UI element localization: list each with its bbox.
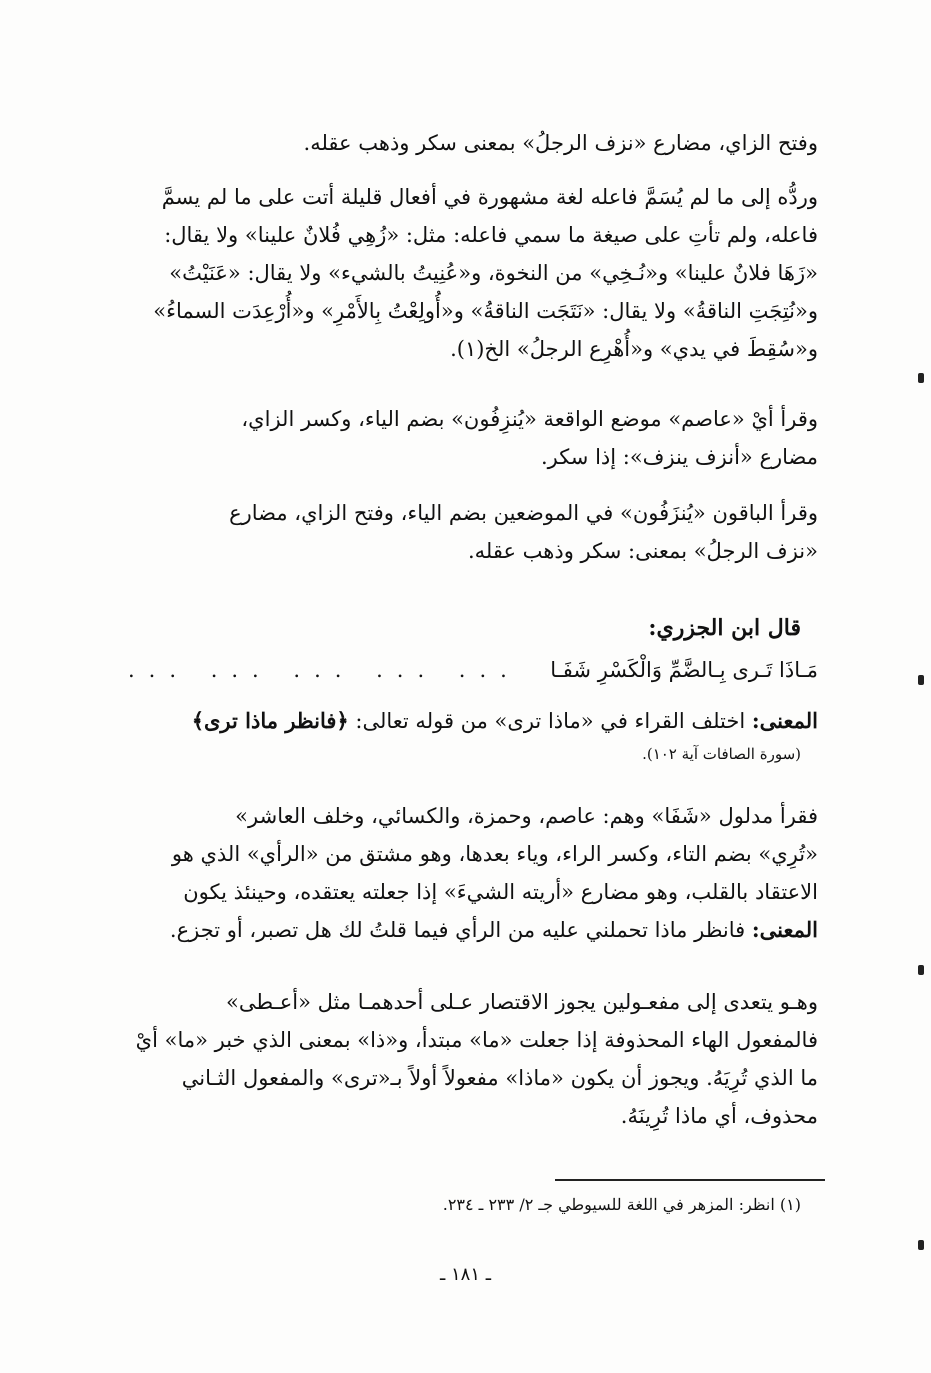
paragraph-line: وهـو يتعدى إلى مفعـولين يجوز الاقتصار عـلى أحدهمـا مثل «أعـطى»: [225, 990, 818, 1014]
paragraph-line: وفتح الزاي، مضارع «نزف الرجلُ» بمعنى سكر وذهب عقله.: [303, 131, 818, 155]
quran-quote: ﴿فانظر ماذا ترى﴾: [191, 708, 349, 733]
scan-edge-mark: [918, 675, 924, 685]
paragraph-2: [128, 178, 818, 368]
footnote: (١) انظر: المزهر في اللغة للسيوطي جـ ٢/ ٢٣٣ ـ ٢٣٤.: [442, 1195, 801, 1214]
paragraph-line: محذوف، أي ماذا تُرِينَهُ.: [620, 1104, 818, 1128]
paragraph-6: [128, 983, 818, 1135]
paragraph-line: و«نُتِجَتِ الناقةُ» ولا يقال: «نَتَجَت الناقةُ» و«أُولِعْتُ بِالأَمْرِ» و«أُرْعِدَت السماءُ»: [153, 299, 818, 323]
scan-edge-mark: [918, 965, 924, 975]
paragraph-line: و«سُقِطَ في يدي» و«أُهْرِع الرجلُ» الخ(١).: [450, 337, 818, 361]
paragraph-line: [128, 911, 818, 949]
meaning-label: المعنى:: [751, 917, 818, 942]
meaning-text: اختلف القراء في «ماذا ترى» من قوله تعالى:: [355, 709, 746, 733]
scan-edge-mark: [918, 373, 924, 383]
paragraph-line: وقرأ أيْ «عاصم» موضع الواقعة «يُنزِفُون» بضم الياء، وكسر الزاي،: [241, 407, 818, 431]
paragraph-line: وردُّه إلى ما لم يُسَمَّ فاعله لغة مشهورة في أفعال قليلة أتت على ما لم يسمَّ: [161, 185, 818, 209]
paragraph-line: الاعتقاد بالقلب، وهو مضارع «أريته الشيءَ» إذا جعلته يعتقده، وحينئذ يكون: [183, 880, 818, 904]
paragraph-3: [128, 400, 818, 476]
paragraph-line: مضارع «أنزف ينزف»: إذا سكر.: [540, 445, 818, 469]
paragraph-1: [128, 124, 818, 162]
poem-verse: [128, 658, 818, 682]
page-number: ـ ١٨١ ـ: [439, 1264, 491, 1285]
scan-edge-mark: [918, 1240, 924, 1250]
paragraph-line: ما الذي تُرِيَهُ. ويجوز أن يكون «ماذا» مفعولاً أولاً بـ«ترى» والمفعول الثـاني: [181, 1066, 818, 1090]
paragraph-line: وقرأ الباقون «يُنزَفُون» في الموضعين بضم الياء، وفتح الزاي، مضارع: [229, 501, 818, 525]
paragraph-line: «زَهَا فلانٌ علينا» و«نُـخِي» من النخوة، و«عُنِيتُ بالشيء» ولا يقال: «عَنَيْتُ»: [169, 261, 818, 285]
meaning-text: فانظر ماذا تحملني عليه من الرأي فيما قلتُ لك هل تصبر، أو تجزع.: [169, 918, 746, 942]
paragraph-line: فالمفعول الهاء المحذوفة إذا جعلت «ما» مبتدأ، و«ذا» بمعنى الذي خبر «ما» أيْ: [135, 1028, 818, 1052]
verse-ellipsis: ... ... ... ... ...: [128, 658, 521, 682]
meaning-line: [128, 702, 818, 740]
section-heading: قال ابن الجزري:: [648, 615, 801, 641]
meaning-label: المعنى:: [751, 708, 818, 733]
paragraph-line: «نزف الرجلُ» بمعنى: سكر وذهب عقله.: [467, 539, 818, 563]
paragraph-4: [128, 494, 818, 570]
paragraph-line: فاعله، ولم تأتِ على صيغة ما سمي فاعله: مثل: «زُهِي فُلانٌ علينا» ولا يقال:: [164, 223, 818, 247]
surah-reference: (سورة الصافات آية ١٠٢).: [642, 745, 801, 763]
paragraph-line: فقرأ مدلول «شَفَا» وهم: عاصم، وحمزة، والكسائي، وخلف العاشر»: [235, 804, 818, 828]
footnote-divider: [555, 1179, 825, 1181]
paragraph-5: [128, 797, 818, 949]
verse-text: مَـاذَا تَـرى بِـالضَّمِّ وَالْكَسْرِ شَفَـا: [550, 658, 818, 682]
paragraph-line: «تُرِي» بضم التاء، وكسر الراء، وياء بعدها، وهو مشتق من «الرأي» الذي هو: [171, 842, 818, 866]
